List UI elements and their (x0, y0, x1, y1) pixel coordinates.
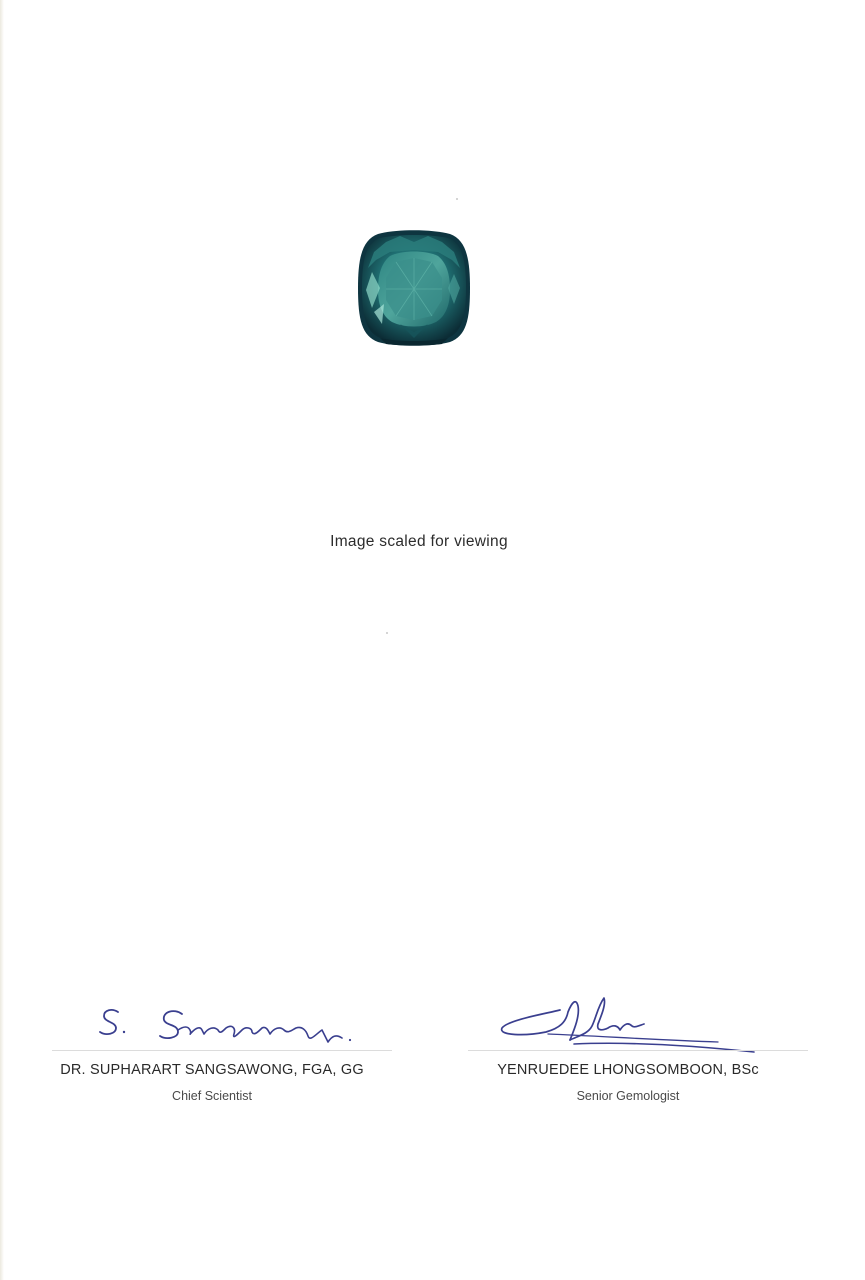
gemstone-icon (356, 228, 472, 348)
dust-speck (456, 198, 458, 200)
signature-line (468, 1050, 808, 1051)
handwritten-signature-icon (448, 990, 808, 1058)
image-caption: Image scaled for viewing (330, 533, 508, 550)
signatory-title: Chief Scientist (172, 1089, 252, 1103)
signature-line (52, 1050, 392, 1051)
signatory-senior-gemologist (448, 990, 808, 1120)
signature-lhongsomboon (448, 990, 808, 1058)
handwritten-signature-icon (32, 990, 392, 1058)
signatory-chief-scientist (32, 990, 392, 1120)
signature-sangsawong (32, 990, 392, 1058)
signatory-name: YENRUEDEE LHONGSOMBOON, BSc (497, 1062, 759, 1078)
signatory-title: Senior Gemologist (576, 1089, 680, 1103)
gemstone-photo (356, 228, 472, 348)
page-edge-shadow (0, 0, 4, 1280)
dust-speck (386, 632, 388, 634)
signatory-name: DR. SUPHARART SANGSAWONG, FGA, GG (60, 1062, 364, 1078)
